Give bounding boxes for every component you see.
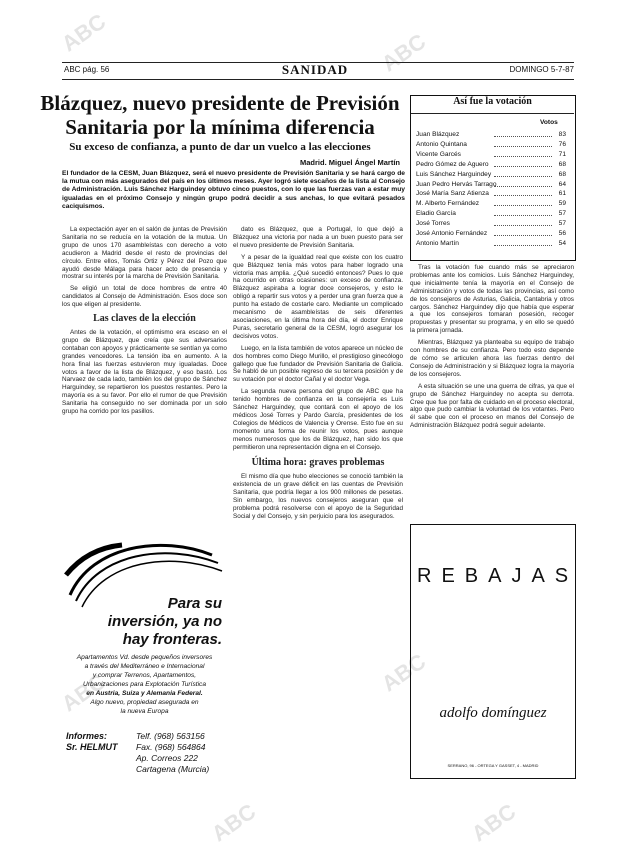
vote-row	[416, 190, 566, 198]
article-headline	[40, 91, 400, 139]
ad-body-line: y comprar Terrenos, Apartamentos,	[92, 672, 197, 679]
article-byline: Madrid. Miguel Ángel Martín	[299, 158, 400, 167]
vote-count: 57	[558, 220, 566, 228]
section-title: SANIDAD	[281, 62, 349, 77]
vote-candidate-name: Eladio García	[416, 210, 456, 218]
watermark: ABC	[376, 28, 431, 77]
vote-leader-dots	[494, 245, 552, 246]
vote-count: 57	[558, 210, 566, 218]
section-heading: Última hora: graves problemas	[251, 457, 385, 469]
votes-title: Así fue la votación	[453, 96, 532, 107]
paragraph: Se eligió un total de doce hombres de entre 40 candidatos al Consejo de Administración. Esos doce son los que eligen al presidente.	[62, 285, 227, 309]
votes-table	[410, 131, 574, 256]
vote-row	[416, 181, 566, 189]
ad-body-line: Apartamentos Vd. desde pequeños inversores	[76, 654, 213, 661]
vote-candidate-name: M. Alberto Fernández	[416, 200, 480, 208]
page-date: DOMINGO 5-7-87	[509, 65, 574, 74]
vote-leader-dots	[494, 195, 552, 196]
headline-line-2: Sanitaria por la mínima diferencia	[65, 115, 375, 139]
vote-row	[416, 230, 566, 238]
ad-contact-name: Sr. HELMUT	[66, 742, 118, 752]
ad-info-label: Informes:	[66, 731, 108, 741]
article-lead: El fundador de la CESM, Juan Blázquez, será el nuevo presidente de Previsión Sanitaria y se hará cargo de la mutua con más asegurados del país en los últimos meses. Ayer logró siete escaños de la lista al Consejo de Administración. Luis Sánchez Harguindey obtuvo cinco puestos, con lo que las fuerzas van a estar muy igualadas en el próximo Consejo y ningún grupo podrá decidir a sus anchas, lo que evitará pesados caciquismos.	[62, 170, 405, 210]
vote-row	[416, 200, 566, 208]
ad-headline-3: hay fronteras.	[122, 631, 222, 648]
vote-leader-dots	[494, 136, 552, 137]
watermark: ABC	[466, 798, 521, 847]
vote-leader-dots	[494, 146, 552, 147]
article-column-2	[233, 226, 403, 816]
vote-leader-dots	[494, 235, 552, 236]
watermark: ABC	[206, 798, 261, 847]
paragraph: Luego, en la lista también de votos aparece un núcleo de dos hombres como Diego Murillo, el prestigioso ginecólogo gallego que fue fundador de Previsión Sanitaria de Galicia. Se habló de un posible regreso de su tercera posición y de su votación por el doctor Cañal y el doctor Vega.	[233, 344, 403, 384]
vote-count: 68	[558, 170, 566, 178]
vote-leader-dots	[494, 186, 552, 187]
vote-leader-dots	[494, 156, 552, 157]
votes-column-label: Votos	[540, 119, 558, 126]
ad-sale-word: REBAJAS	[417, 565, 579, 587]
vote-row	[416, 141, 566, 149]
vote-row	[416, 131, 566, 139]
vote-candidate-name: Antonio Quintana	[416, 140, 467, 148]
paragraph: Antes de la votación, el optimismo era escaso en el grupo de Blázquez, que creía que sus adversarios contaban con apoyos y prácticamente se sentían ya como grandes vencedores. La tensión iba en aumento. A la hora final las fuerzas estuvieron muy igualadas. Doce votos a favor de la lista de Blázquez, y eso bastó. Los Narvaez de cada lado, también los del grupo de Sánchez Harguindey, se repartieron los puestos restantes. Pero la mayoría es a su favor. Por ello el rumor de que Previsión Sanitaria ha conseguido no ser dominada por un solo grupo ha corrido por los pasillos.	[62, 328, 227, 416]
vote-candidate-name: Vicente Garcés	[416, 150, 461, 158]
ad-po-box: Ap. Correos 222	[136, 753, 198, 763]
article-column-1	[62, 226, 227, 526]
header-bottom-rule	[62, 79, 574, 80]
headline-line-1: Blázquez, nuevo presidente de Previsión	[40, 91, 400, 115]
section-heading: Las claves de la elección	[93, 313, 196, 325]
paragraph: A esta situación se une una guerra de cifras, ya que el grupo de Sánchez Harguindey no acepta su derrota. Cree que fue por falta de cuidado en el proceso electoral, algo que pudo cambiar la voluntad de los votantes. Pero él sabe que con el proceso en manos del Consejo de Administración Blázquez podrá seguir adelante.	[410, 382, 574, 430]
ad-phone: Telf. (968) 563156	[136, 731, 205, 741]
article-column-3	[410, 264, 574, 519]
ad-city: Cartagena (Murcia)	[136, 764, 210, 774]
paragraph: El mismo día que hubo elecciones se conoció también la existencia de un grave déficit en las cuentas de Previsión Sanitaria, que podría llegar a los 900 millones de pesetas. Sin embargo, los nuevos consejeros aseguran que el problema podrá resolverse con el apoyo de la Seguridad Social y del Consejo, y sin perjuicio para los asegurados.	[233, 473, 403, 520]
vote-candidate-name: Juan Pedro Hervás Tarrago	[416, 180, 497, 188]
vote-candidate-name: José María Sanz Atienza	[416, 190, 489, 198]
ad-body-line: la nueva Europa	[120, 708, 169, 715]
paragraph: Tras la votación fue cuando más se apreciaron problemas ante los comicios. Luis Sánchez Harguindey, que inicialmente tenía la mayoría en el Consejo de Administración y votos de todas las provincias, así como de los consejeros de Asturias, Galicia, Cantabria y otros cargos. Sánchez Harguindey dijo que había que esperar a que los consejeros tomaran posesión, recoger propuestas y presentar su programa, y en ello se quedó la primera jornada.	[410, 264, 574, 335]
fashion-ad	[410, 524, 579, 779]
vote-row	[416, 171, 566, 179]
vote-row	[416, 151, 566, 159]
paragraph: Mientras, Blázquez ya planteaba su equipo de trabajo con hombres de su confianza. Pero todo esto depende de cómo se articulen ahora las fuerzas dentro del Consejo de Administración y si Blázquez logra la mayoría de los consejeros.	[410, 339, 574, 378]
watermark: ABC	[56, 668, 111, 717]
paragraph: La segunda nueva persona del grupo de ABC que ha tenido hombres de confianza en la consejería es Luis Sánchez Harguindey, que contará con el apoyo de los médicos José Torres y Pardo García, presidentes de los Colegios de Médicos de Valencia y Orense. Esto fue en su momento una forma de reunir los votos, pues aunque menos numerosos que los de Blázquez, han sido los que permitieron una representación digna en el Consejo.	[233, 388, 403, 451]
watermark: ABC	[376, 648, 431, 697]
vote-candidate-name: José Torres	[416, 220, 450, 228]
paragraph: La expectación ayer en el salón de juntas de Previsión Sanitaria no se reducía en la votación de la mutua. Un grupo de unos 170 asambleístas con derecho a voto acudieron a Madrid desde el resto de provincias del círculo. Entre ellos, Tomás Ortiz y Pérez del Pozo que ayudó desde Málaga para hacer acto de presencia y mostrar su interés por la marcha de Previsión Sanitaria.	[62, 226, 227, 281]
paragraph: dato es Blázquez, que a Portugal, lo que dejó a Blázquez una victoria por nada a un buen puesto para ser el nuevo presidente de Previsión Sanitaria.	[233, 226, 403, 249]
ad-body-line: Urbanizaciones para Explotación Turística	[82, 681, 207, 688]
vote-leader-dots	[494, 225, 552, 226]
vote-candidate-name: Luis Sánchez Harguindey	[416, 170, 492, 178]
vote-leader-dots	[494, 166, 552, 167]
ad-body-line: Algo nuevo, propiedad asegurada en	[90, 699, 199, 706]
votes-title-rule	[411, 113, 574, 114]
vote-candidate-name: Antonio Martín	[416, 239, 459, 247]
ad-fax: Fax. (968) 564864	[136, 742, 206, 752]
vote-leader-dots	[494, 215, 552, 216]
vote-candidate-name: Pedro Gómez de Aguero	[416, 160, 489, 168]
ad-body-line: a través del Mediterráneo e Internacional	[84, 663, 205, 670]
article-subtitle: Su exceso de confianza, a punto de dar un vuelco a las elecciones	[69, 141, 371, 153]
watermark: ABC	[56, 8, 111, 57]
vote-count: 83	[558, 131, 566, 138]
vote-candidate-name: José Antonio Fernández	[416, 230, 488, 237]
ad-footer-address: SERRANO, 96 - ORTEGA Y GASSET, 4 - MADRID	[447, 763, 539, 768]
vote-count: 59	[558, 200, 566, 208]
vote-row	[416, 240, 566, 248]
ad-headline-1: Para su	[167, 595, 222, 612]
vote-row	[416, 161, 566, 169]
vote-count: 54	[558, 239, 566, 247]
vote-row	[416, 210, 566, 218]
vote-count: 61	[558, 190, 566, 198]
vote-count: 64	[558, 180, 566, 188]
page-folio: ABC pág. 56	[64, 65, 110, 74]
ad-brand-signature: adolfo domínguez	[439, 705, 547, 721]
vote-candidate-name: Juan Blázquez	[416, 131, 460, 138]
vote-count: 71	[558, 150, 566, 158]
vote-leader-dots	[494, 176, 552, 177]
vote-count: 56	[558, 230, 566, 237]
ad-headline-2: inversión, ya no	[107, 613, 222, 630]
vote-leader-dots	[494, 205, 552, 206]
ad-body-line: en Austria, Suiza y Alemania Federal.	[86, 690, 203, 697]
vote-count: 76	[558, 140, 566, 148]
paragraph: Y a pesar de la igualdad real que existe con los cuatro que Blázquez tenía más votos para haber logrado una victoria mas amplia. ¿Qué sucedió entonces? Pues lo que ha ocurrido en otras ocasiones: un exceso de confianza. Blázquez aspiraba a lograr doce consejeros, y esto le obligó a repartir sus votos y a perder una gran fuerza que a punto ha estado de costarle caro. Mediante un complicado mecanismo de asambleístas de seis diferentes asociaciones, en la última hora del día, el doctor Enrique Puras, secretario general de la CESM, logró asegurar los decisivos votos.	[233, 253, 403, 340]
vote-count: 68	[558, 160, 566, 168]
vote-row	[416, 220, 566, 228]
